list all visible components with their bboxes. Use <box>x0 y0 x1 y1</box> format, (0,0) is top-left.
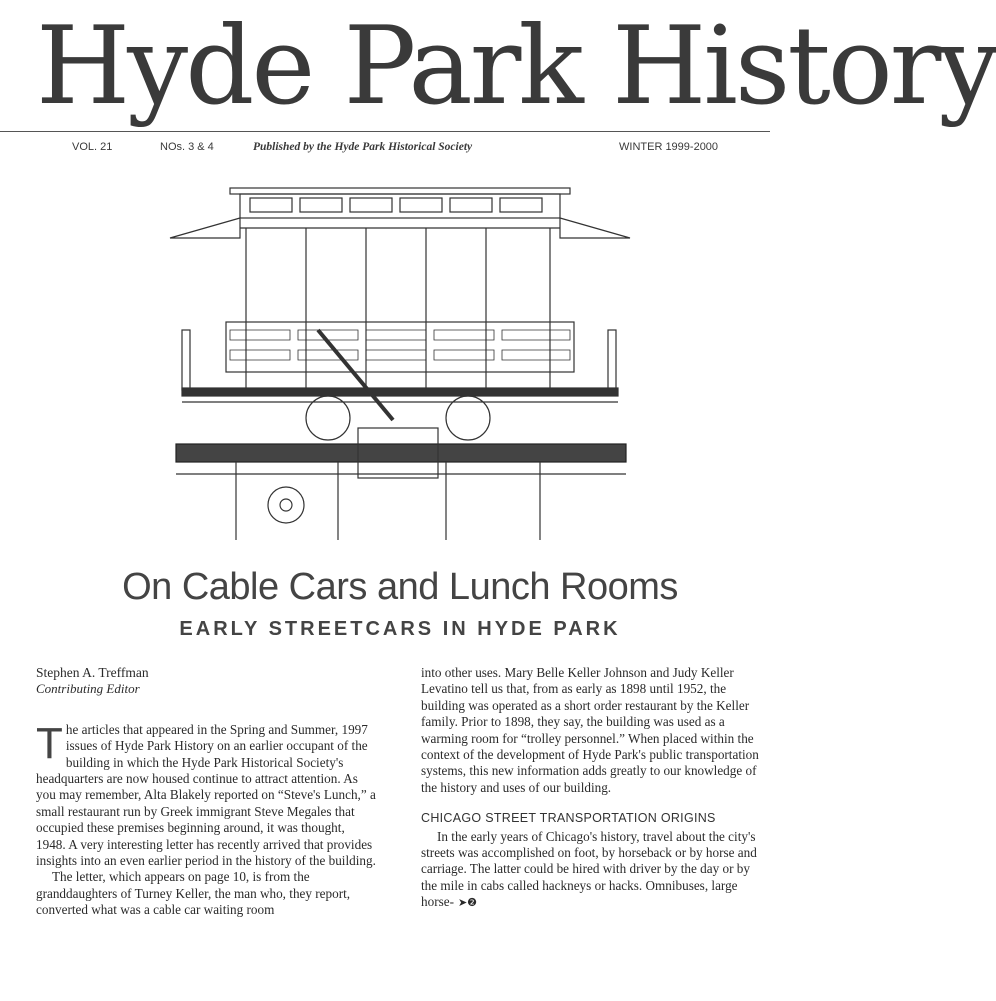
right-canopy <box>560 218 630 238</box>
left-canopy <box>170 218 240 238</box>
paragraph-4-text: In the early years of Chicago's history, travel about the city's streets was accomplished on foot, by horseback or by horse and carriage. The latter could be hired with driver by the day or by the mile in cabs called hackneys or hacks. Omnibuses, large horse- <box>421 828 757 910</box>
car-floor <box>182 388 618 396</box>
article-subhead: EARLY STREETCARS IN HYDE PARK <box>179 618 621 640</box>
paragraph-3: into other uses. Mary Belle Keller Johnson and Judy Keller Levatino tell us that, from as early as 1898 until 1952, the building was operated as a short order restaurant by the Keller family. Prior to 1898, they say, the building was used as a warming room for “trolley personnel.” When placed within the context of the development of Hyde Park's public transportation systems, this new information adds greatly to our knowledge of the history and uses of our building. <box>421 665 759 795</box>
paragraph-1 <box>36 718 376 870</box>
author-role: Contributing Editor <box>36 681 140 697</box>
article-headline: On Cable Cars and Lunch Rooms <box>122 566 678 608</box>
track-bed <box>176 444 626 462</box>
masthead-rule <box>0 131 770 132</box>
paragraph-2: The letter, which appears on page 10, is from the granddaughters of Turney Keller, the man who, they report, converted what was a cable car waiting room <box>36 869 351 918</box>
pulley-hub <box>280 499 292 511</box>
volume-label: VOL. 21 <box>72 141 113 153</box>
paragraph-4 <box>421 829 761 912</box>
masthead <box>0 0 996 160</box>
roof-top-line <box>230 188 570 194</box>
publisher-label: Published by the Hyde Park Historical Society <box>253 141 473 153</box>
left-column <box>36 665 376 919</box>
clerestory-windows <box>250 198 542 212</box>
seat-backs <box>230 330 570 360</box>
bench-seats <box>226 322 574 372</box>
section-heading: CHICAGO STREET TRANSPORTATION ORIGINS <box>421 811 716 826</box>
rear-wheel <box>446 396 490 440</box>
cable-car-illustration <box>168 180 633 545</box>
drop-cap: T <box>36 718 63 768</box>
cable-pulley <box>268 487 304 523</box>
season-label: WINTER 1999-2000 <box>619 141 719 153</box>
grip-lever <box>318 330 393 420</box>
author-name: Stephen A. Treffman <box>36 665 149 680</box>
masthead-title: Hyde Park History <box>36 4 996 129</box>
left-end-rail <box>182 330 190 390</box>
paragraph-1-text: he articles that appeared in the Spring and Summer, 1997 issues of Hyde Park History on an earlier occupant of the building in which the Hyde Park Historical Society's headquarters are now housed continue to attract attention. As you may remember, Alta Blakely reported on “Steve's Lunch,” a small restaurant run by Greek immigrant Steve Megales that occupied these premises beginning around, it was thought, 1948. A very interesting letter has recently arrived that provides insights into an even earlier period in the history of the building. <box>36 721 376 869</box>
continued-arrow-icon[interactable]: ➤❷ <box>457 897 478 910</box>
car-posts <box>246 228 550 388</box>
front-wheel <box>306 396 350 440</box>
right-column <box>421 665 761 912</box>
right-end-rail <box>608 330 616 390</box>
issue-label: NOs. 3 & 4 <box>160 141 214 153</box>
